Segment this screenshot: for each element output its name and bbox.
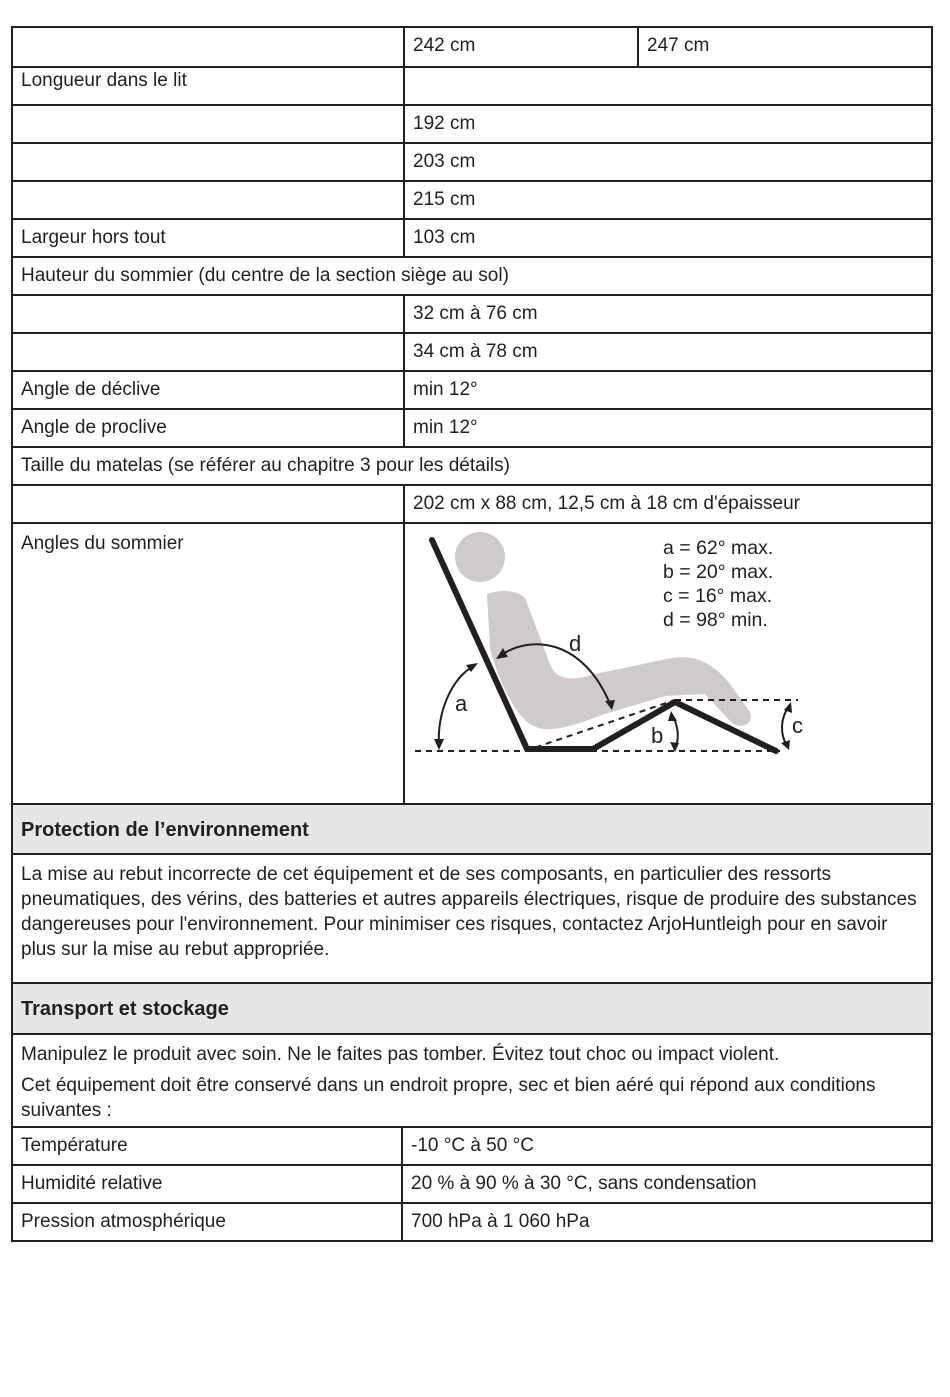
table-row [13,1035,931,1128]
value-cell [405,68,931,104]
table-row [13,448,931,486]
row-label [13,486,405,522]
value-cell: min 12° [413,417,478,438]
table-row [13,220,931,258]
table-row [13,372,931,410]
label-c: c [792,713,803,738]
legend-b: b = 20° max. [663,561,774,583]
environment-heading: Protection de l’environnement [21,819,309,841]
row-heading: Hauteur du sommier (du centre de la section siège au sol) [21,265,509,286]
value-cell: 247 cm [647,35,710,56]
transport-text-1: Manipulez le produit avec soin. Ne le faites pas tomber. Évitez tout choc ou impact violent. [21,1044,780,1065]
row-label [13,296,405,332]
value-cell: 103 cm [413,227,476,248]
table-row [13,486,931,524]
row-label [13,106,405,142]
bed-angles-diagram [405,524,931,803]
value-cell: 32 cm à 76 cm [413,303,538,324]
value-cell: min 12° [413,379,478,400]
angle-c-arrow [782,706,789,746]
legend-c: c = 16° max. [663,585,773,607]
row-label: Angles du sommier [13,524,405,803]
table-row [13,106,931,144]
row-label [13,28,405,66]
value-cell: 202 cm x 88 cm, 12,5 cm à 18 cm d'épaisseur [413,493,800,514]
table-row [13,144,931,182]
table-row [13,334,931,372]
condition-label: Température [13,1128,403,1164]
row-label [13,334,405,370]
table-row [13,182,931,220]
section-header [13,984,931,1035]
value-cell: 203 cm [413,151,476,172]
transport-heading: Transport et stockage [21,998,229,1020]
row-label [13,144,405,180]
label-a: a [455,691,468,716]
row-label: Angle de déclive [13,372,405,408]
condition-value: 700 hPa à 1 060 hPa [411,1211,590,1232]
label-b: b [651,723,664,748]
transport-text-2: Cet équipement doit être conservé dans un endroit propre, sec et bien aéré qui répond aux conditions suivantes : [21,1075,876,1121]
condition-label: Humidité relative [13,1166,403,1202]
angles-legend [663,536,773,632]
value-cell: 192 cm [413,113,476,134]
table-row [13,1128,931,1166]
label-d: d [569,631,582,656]
row-label: Largeur hors tout [13,220,405,256]
value-cell: 242 cm [405,28,639,66]
table-row [13,1204,931,1242]
section-header [13,805,931,855]
condition-label: Pression atmosphérique [13,1204,403,1240]
table-row [13,1166,931,1204]
table-row [13,410,931,448]
condition-value: -10 °C à 50 °C [411,1135,534,1156]
row-label [13,182,405,218]
environment-text: La mise au rebut incorrecte de cet équipement et de ses composants, en particulier des ressorts pneumatiques, des vérins, des batteries et autres appareils électriques, risque de produire des substances dangereuses pour l'environnement. Pour minimiser ces risques, contactez ArjoHuntleigh pour en savoir plus sur la mise au rebut appropriée. [21,864,917,960]
table-row [13,296,931,334]
condition-value: 20 % à 90 % à 30 °C, sans condensation [411,1173,757,1194]
transport-text [13,1035,931,1126]
legend-a: a = 62° max. [663,537,774,559]
value-cell: 34 cm à 78 cm [413,341,538,362]
table-row [13,28,931,68]
row-label: Longueur dans le lit [13,68,405,104]
value-cell: 215 cm [413,189,476,210]
table-row [13,258,931,296]
spec-sheet [11,26,933,1242]
row-label: Angle de proclive [13,410,405,446]
row-heading: Taille du matelas (se référer au chapitre 3 pour les détails) [21,455,510,476]
table-row [13,524,931,805]
table-row [13,855,931,984]
legend-d: d = 98° min. [663,609,768,631]
table-row [13,68,931,106]
